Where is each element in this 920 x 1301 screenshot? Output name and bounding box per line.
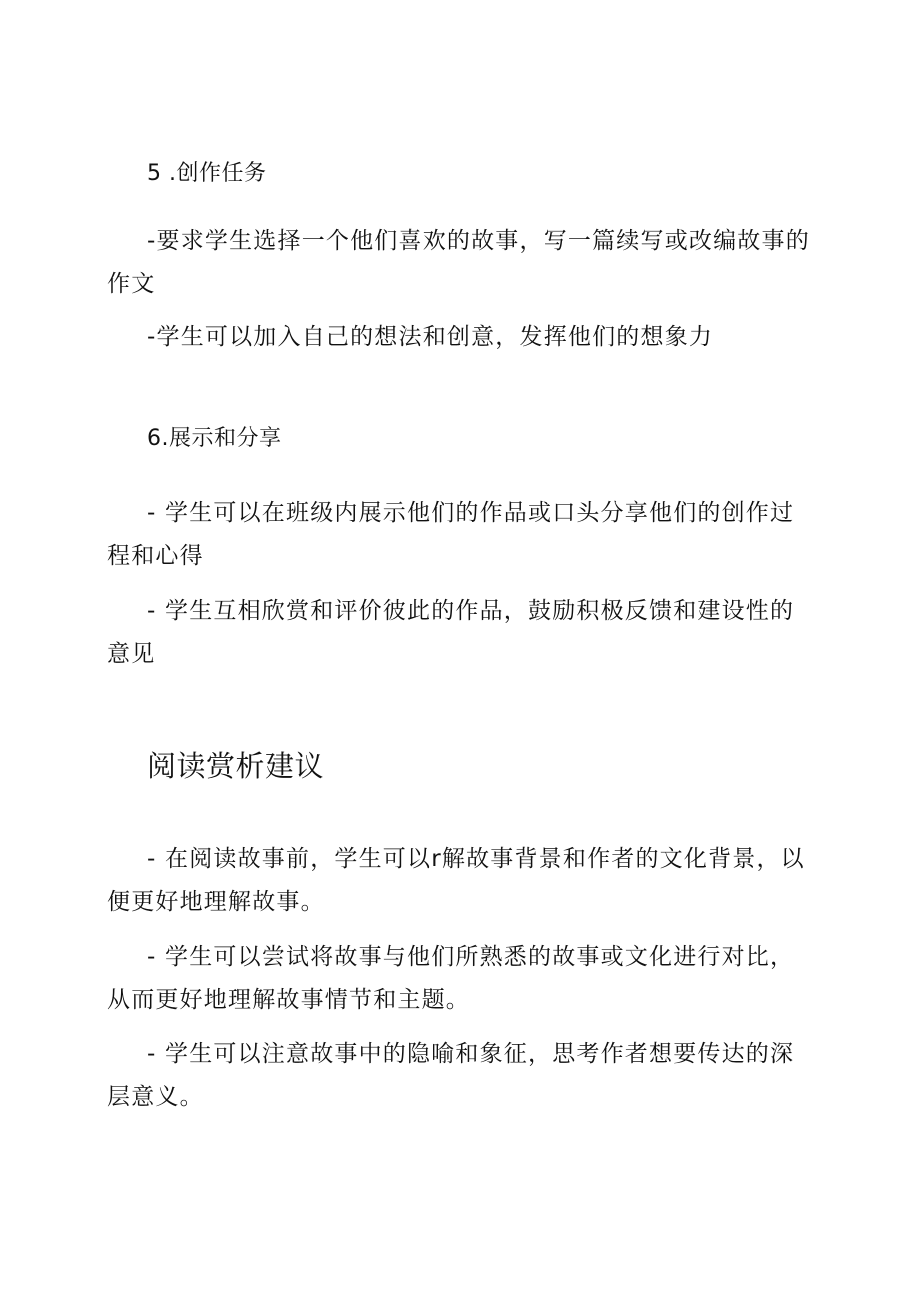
section-5-item-1: -要求学生选择一个他们喜欢的故事，写一篇续写或改编故事的作文 bbox=[107, 228, 810, 297]
reading-item-2: - 学生可以尝试将故事与他们所熟悉的故事或文化进行对比，从而更好地理解故事情节和主题。 bbox=[107, 944, 795, 1013]
section-6-item-1: - 学生可以在班级内展示他们的作品或口头分享他们的创作过程和心得 bbox=[107, 500, 795, 569]
section-6-item-2: - 学生互相欣赏和评价彼此的作品，鼓励积极反馈和建设性的意见 bbox=[107, 598, 795, 667]
section-6-title: 6.展示和分享 bbox=[147, 426, 282, 451]
reading-item-1: - 在阅读故事前，学生可以r解故事背景和作者的文化背景，以便更好地理解故事。 bbox=[107, 846, 805, 915]
reading-item-3: - 学生可以注意故事中的隐喻和象征，思考作者想要传达的深层意义。 bbox=[107, 1041, 795, 1110]
section-5-item-2: -学生可以加入自己的想法和创意，发挥他们的想象力 bbox=[147, 324, 714, 350]
section-5-title: 5 .创作任务 bbox=[147, 161, 267, 186]
reading-heading: 阅读赏析建议 bbox=[147, 749, 325, 783]
